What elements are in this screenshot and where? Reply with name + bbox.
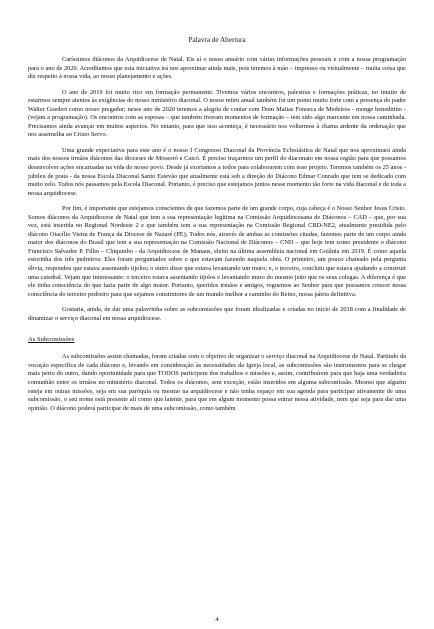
paragraph-one-body: Por fim, é importante que estejamos conscientes de que fazemos parte de um grande corpo, cuja cabeça é o Nosso Senhor Jesus Cristo. Somos diáconos da Arquidiocese de Natal que tem a sua representação legítima na Comissão Arquidiocesana de Diáconos – CAD – que, por sua vez, está inserida no Regional Nordeste 2 e que também tem a sua representação na Comissão Regional CRD-NE2, atualmente presidida pelo diácono Otacílio Vieira de França da Diocese de Nazaré (PE); Todos nós, através de ambas as comissões citadas, fazemos parte de um corpo ainda maior dos diáconos do Brasil que tem a sua representação na Comissão Nacional de Diáconos – CND – que hoje tem como presidente o diácono Francisco Salvador P. Filho – Chiquinho - da Arquidiocese de Manaus, eleito na última assembleia nacional em Goiânia em 2019. É como aquela estorinha dos três pedreiros: Eles foram perguntados sobre o que estavam fazendo naquela obra. O primeiro, um pouco chateado pela pergunta óbvia, respondeu que estava assentando tijolos; o outro disse que estava levantando um muro; e, o terceiro, concluiu que estava ajudando a construir uma catedral. Vejam que interessante: o terceiro estava assentando tijolos e levantando muro do mesmo jeito que os seus colegas. A diferença é que ele tinha consciência do que fazia parte de algo maior. Portanto, queridos irmãos e amigos, roguemos ao Senhor para que possamos crescer nessa consciência do terceiro pedreiro para que sejamos construtores de um mundo melhor a caminho do Reino, nossa pátria definitiva. [28, 205, 406, 298]
paragraph-formation-2019: O ano de 2019 foi muito rico em formação permanente. Tivemos vários encontros, palestras e formações práticas, no intuito de estarmos sempre atentos às exigências do nosso ministério diaconal. O nosso retiro anual também foi um ponto muito forte com a presença do padre Walter Goedert como nosso pregador; nesse ano de 2020 teremos a alegria de contar com Dom Matias Fonseca de Medeiros - monge beneditino - (vejam a programação). Os encontros com as esposas – que também tiveram momentos de formação – tem sido algo marcante em nossa caminhada. Precisamos ainda avançar em muitos aspectos. No entanto, para que isso aconteça, é necessário nos voltarmos à chama ardente da ordenação que nos assemelha ao Cristo Servo. [28, 88, 406, 139]
paragraph-congress-expectation: Uma grande expectativa para este ano é o nosso I Congresso Diaconal da Província Eclesiástica de Natal que nos aproximará ainda mais dos nossos irmãos diáconos das dioceses de Mossoró e Caicó. É preciso traçarmos um perfil do diaconato em nossa região para que possamos desenvolver ações encarnadas na vida do nosso povo. Desde já exortamos a todos para colaborarem com esse projeto. Teremos também os 25 anos - jubileu de prata - da nossa Escola Diaconal Santo Estevão que atualmente está sob a direção do Diácono Edmar Conrado que tem se dedicado com muito zelo. Todos nós passamos pela Escola Diaconal. Portanto, é preciso que estejamos juntos nesse momento tão forte na vida diaconal e de toda a nossa arquidiocese. [28, 146, 406, 197]
paragraph-greeting: Caríssimos diáconos da Arquidiocese de Natal. Eis aí o nosso anuário com várias informações pessoais e com a nossa programação para o ano de 2020. Acreditamos que esta iniciativa irá nos aproximar ainda mais, pois teremos à mão – impresso ou virtualmente – muita coisa que diz respeito à nossa vida, ao nosso planejamento e ações. [28, 56, 406, 81]
section-heading-subcommissions: As Subcomissões [28, 336, 75, 344]
paragraph-subcommissions-body: As subcomissões assim chamadas, foram criadas com o objetivo de organizar o serviço diaconal na Arquidiocese de Natal. Partindo da vocação específica de cada diácono e, levando em consideração às necessidades da Igreja local, as subcomissões são instrumentos para se chegar mais perto do outro, dando oportunidade para que TODOS participem dos trabalhos e missões e, assim, contribuírem para que haja uma verdadeira comunhão entre os irmãos no ministério diaconal. Todos os diáconos, sem exceção, estão inseridos em alguma subcomissão. Mesmo que alguém esteja em outras missões, seja em sua paróquia ou mesmo na arquidiocese e não tenha espaço em sua agenda para participar ativamente de uma subcomissão, o seu nome está presente ali como que latente, para que em algum momento possa entrar nessa atividade, nem que seja para dar uma opinião. O diácono poderá participar de mais de uma subcomissão, como também [28, 353, 406, 412]
paragraph-subcommissions-intro: Gostaria, ainda, de dar uma palavrinha sobre as subcomissões que foram idealizadas e criadas no início de 2018 com a finalidade de dinamizar o serviço diaconal em nossa arquidiocese. [28, 306, 406, 322]
page-title: Palavra de Abertura [188, 36, 246, 44]
page-number: 4 [215, 616, 219, 623]
